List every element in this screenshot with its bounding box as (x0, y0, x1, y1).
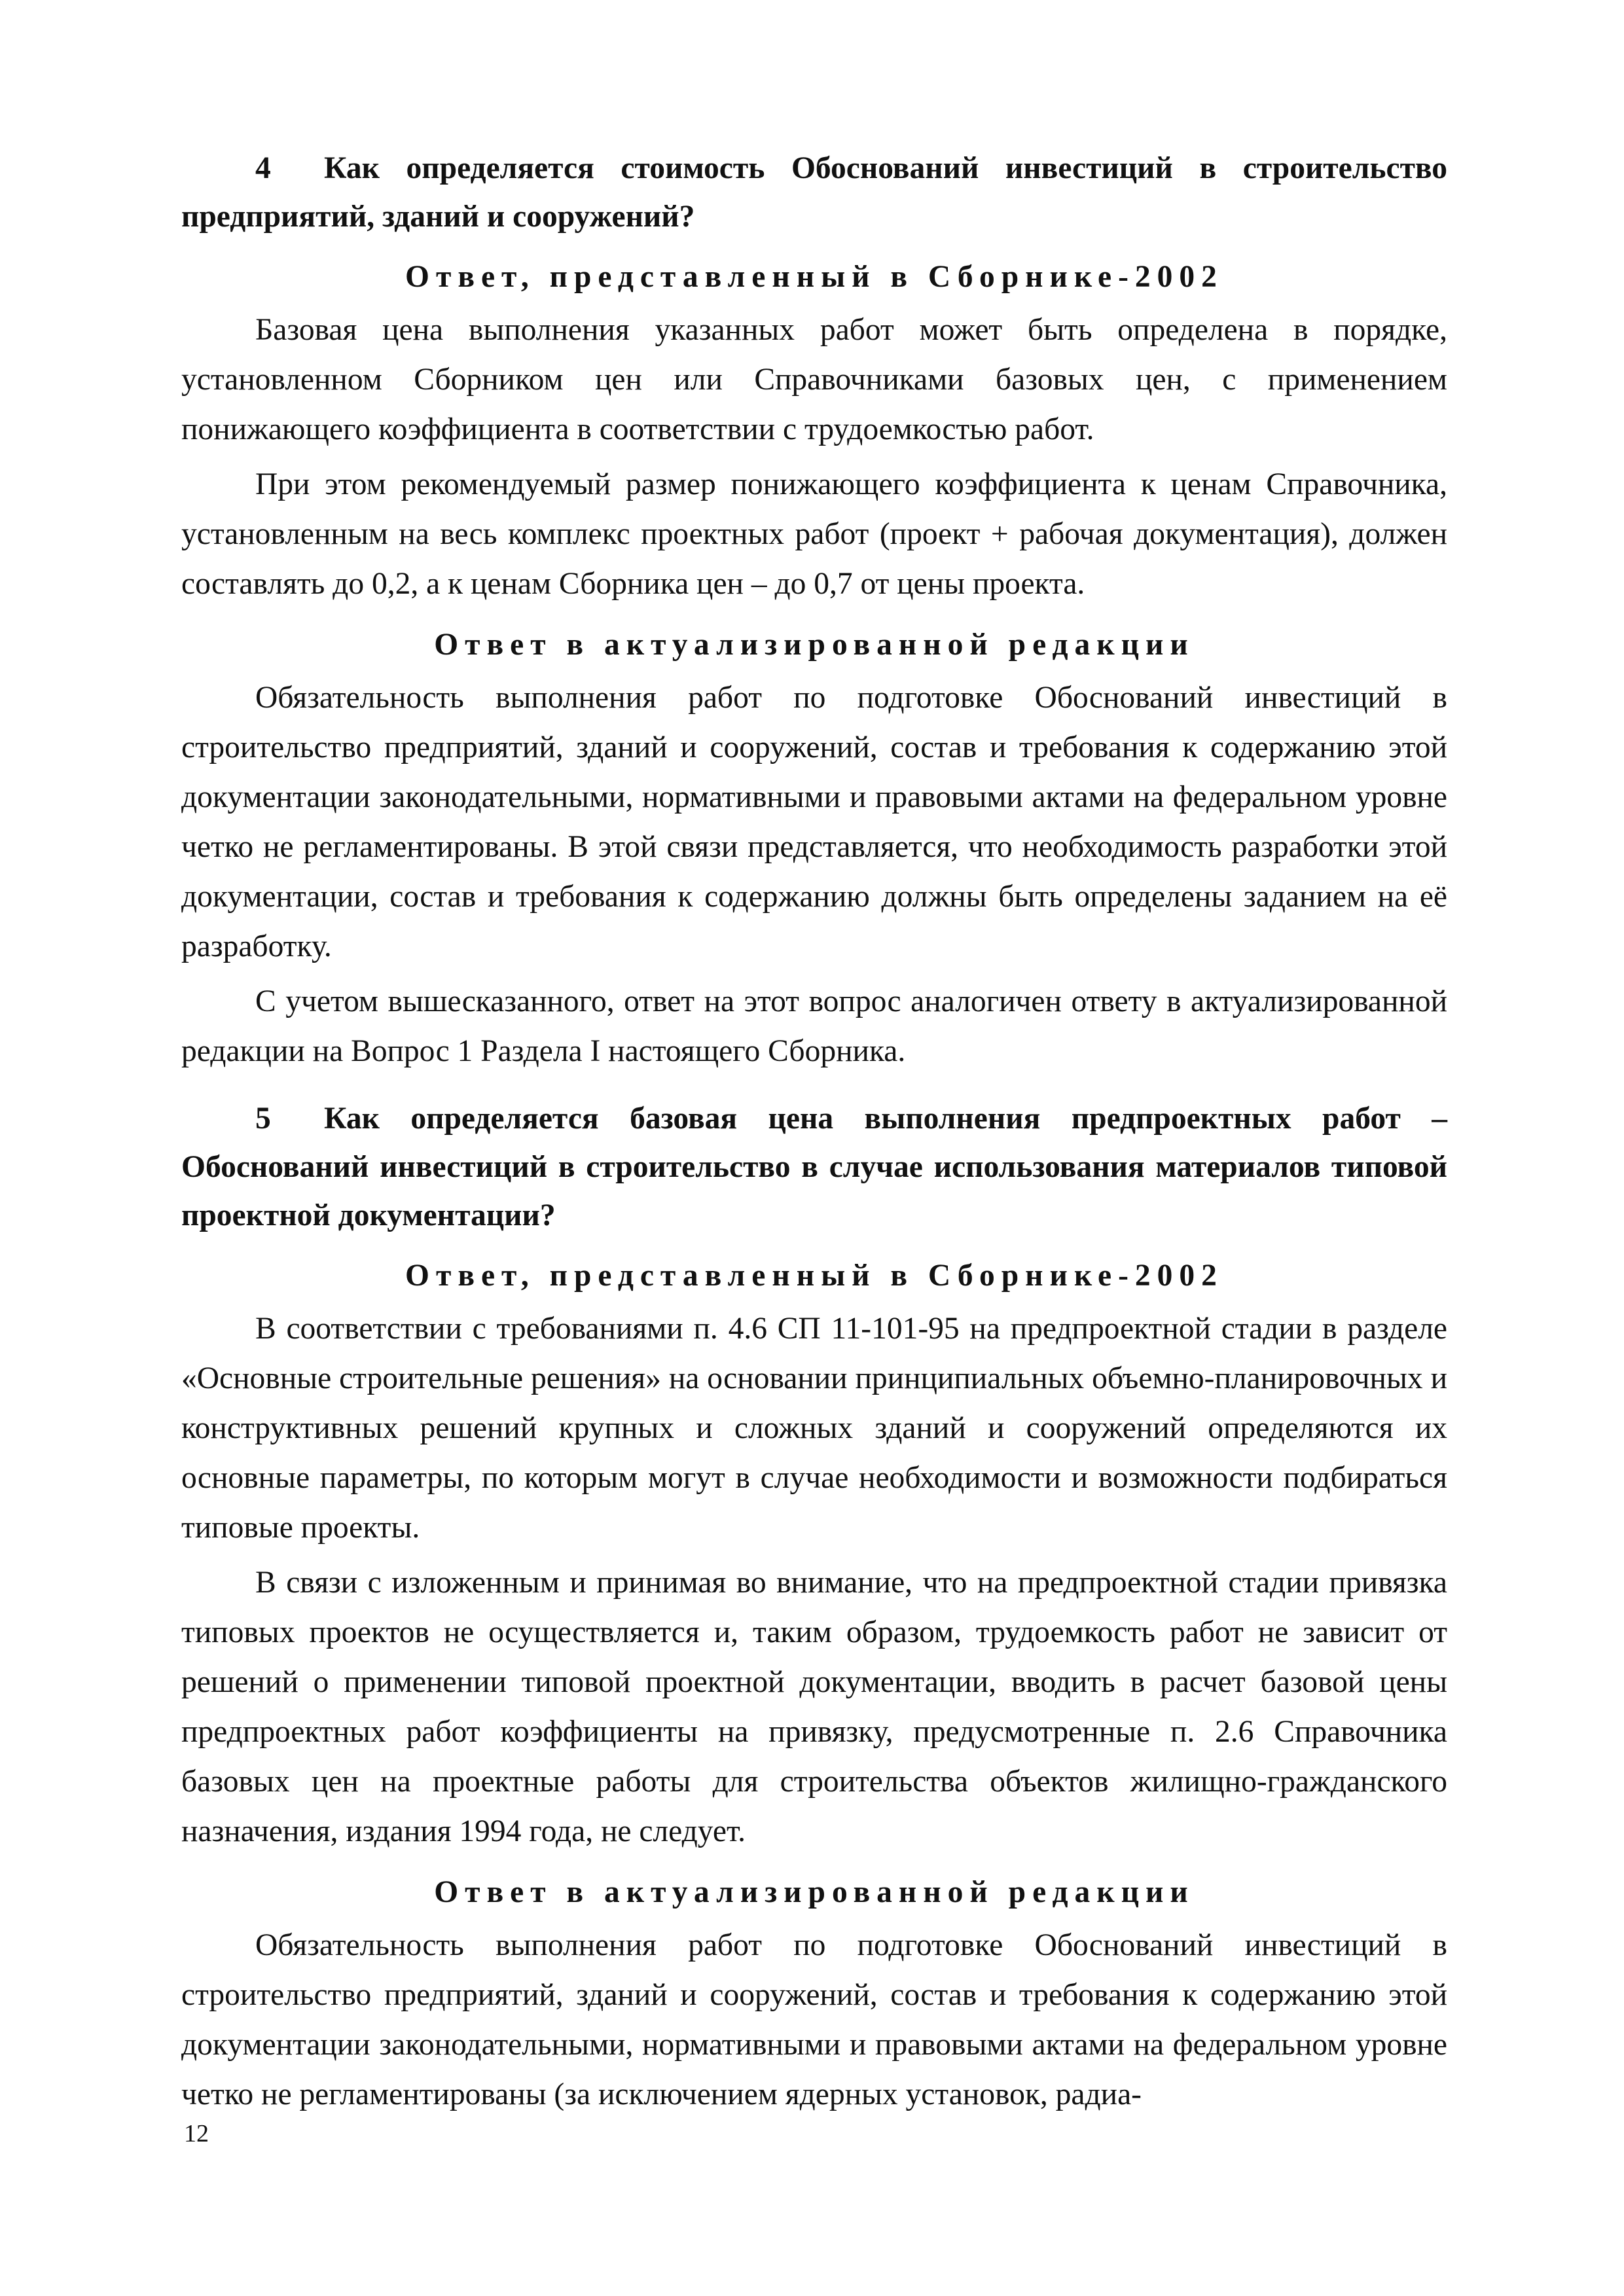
question-4-text: Как определяется стоимость Обоснований инвестиций в строительство предприятий, зданий и сооружений? (181, 151, 1447, 234)
question-5-answer-2002-paragraph-1: В соответствии с требованиями п. 4.6 СП 11-101-95 на предпроектной стадии в разделе «Основные строительные решения» на основании принципиальных объемно-планировочных и конструктивных решений крупных и сложных зданий и сооружений определяются их основные параметры, по которым могут в случае необходимости и возможности подбираться типовые проекты. (181, 1312, 1447, 1545)
question-5 (181, 1094, 1447, 1240)
question-4-answer-updated-paragraph-2: С учетом вышесказанного, ответ на этот вопрос аналогичен ответу в актуализированной редакции на Вопрос 1 Раздела I настоящего Сборника. (181, 984, 1447, 1068)
question-5-answer-2002-paragraph-2: В связи с изложенным и принимая во внимание, что на предпроектной стадии привязка типовых проектов не осуществляется и, таким образом, трудоемкость работ не зависит от решений о применении типовой проектной документации, вводить в расчет базовой цены предпроектных работ коэффициенты на привязку, предусмотренные п. 2.6 Справочника базовых цен на проектные работы для строительства объектов жилищно-гражданского назначения, издания 1994 года, не следует. (181, 1566, 1447, 1848)
question-4-answer-updated-paragraph-1: Обязательность выполнения работ по подготовке Обоснований инвестиций в строительство предприятий, зданий и сооружений, состав и требования к содержанию этой документации законодательными, нормативными и правовыми актами на федеральном уровне четко не регламентированы. В этой связи представляется, что необходимость разработки этой документации, состав и требования к содержанию должны быть определены заданием на её разработку. (181, 681, 1447, 963)
question-4-number: 4 (255, 151, 271, 185)
page-number: 12 (184, 2120, 209, 2147)
question-5-answer-2002-heading: Ответ, представленный в Сборнике-2002 (405, 1259, 1223, 1293)
question-5-answer-updated-paragraph-1: Обязательность выполнения работ по подготовке Обоснований инвестиций в строительство предприятий, зданий и сооружений, состав и требования к содержанию этой документации законодательными, нормативными и правовыми актами на федеральном уровне четко не регламентированы (за исключением ядерных установок, радиа- (181, 1928, 1447, 2111)
document-page (181, 124, 1447, 2125)
question-4-answer-2002-paragraph-2: При этом рекомендуемый размер понижающего коэффициента к ценам Справочника, установленным на весь комплекс проектных работ (проект + рабочая документация), должен составлять до 0,2, а к ценам Сборника цен – до 0,7 от цены проекта. (181, 467, 1447, 601)
question-5-number: 5 (255, 1102, 271, 1136)
question-4-answer-2002-paragraph-1: Базовая цена выполнения указанных работ может быть определена в порядке, установленном Сборником цен или Справочниками базовых цен, с применением понижающего коэффициента в соответствии с трудоемкостью работ. (181, 313, 1447, 446)
question-4 (181, 144, 1447, 241)
question-5-text: Как определяется базовая цена выполнения предпроектных работ – Обоснований инвестиций в строительство в случае использования материалов типовой проектной документации? (181, 1102, 1447, 1232)
question-4-answer-2002-heading: Ответ, представленный в Сборнике-2002 (405, 260, 1223, 294)
question-4-answer-updated-heading: Ответ в актуализированной редакции (434, 628, 1195, 662)
question-5-answer-updated-heading: Ответ в актуализированной редакции (434, 1875, 1195, 1909)
